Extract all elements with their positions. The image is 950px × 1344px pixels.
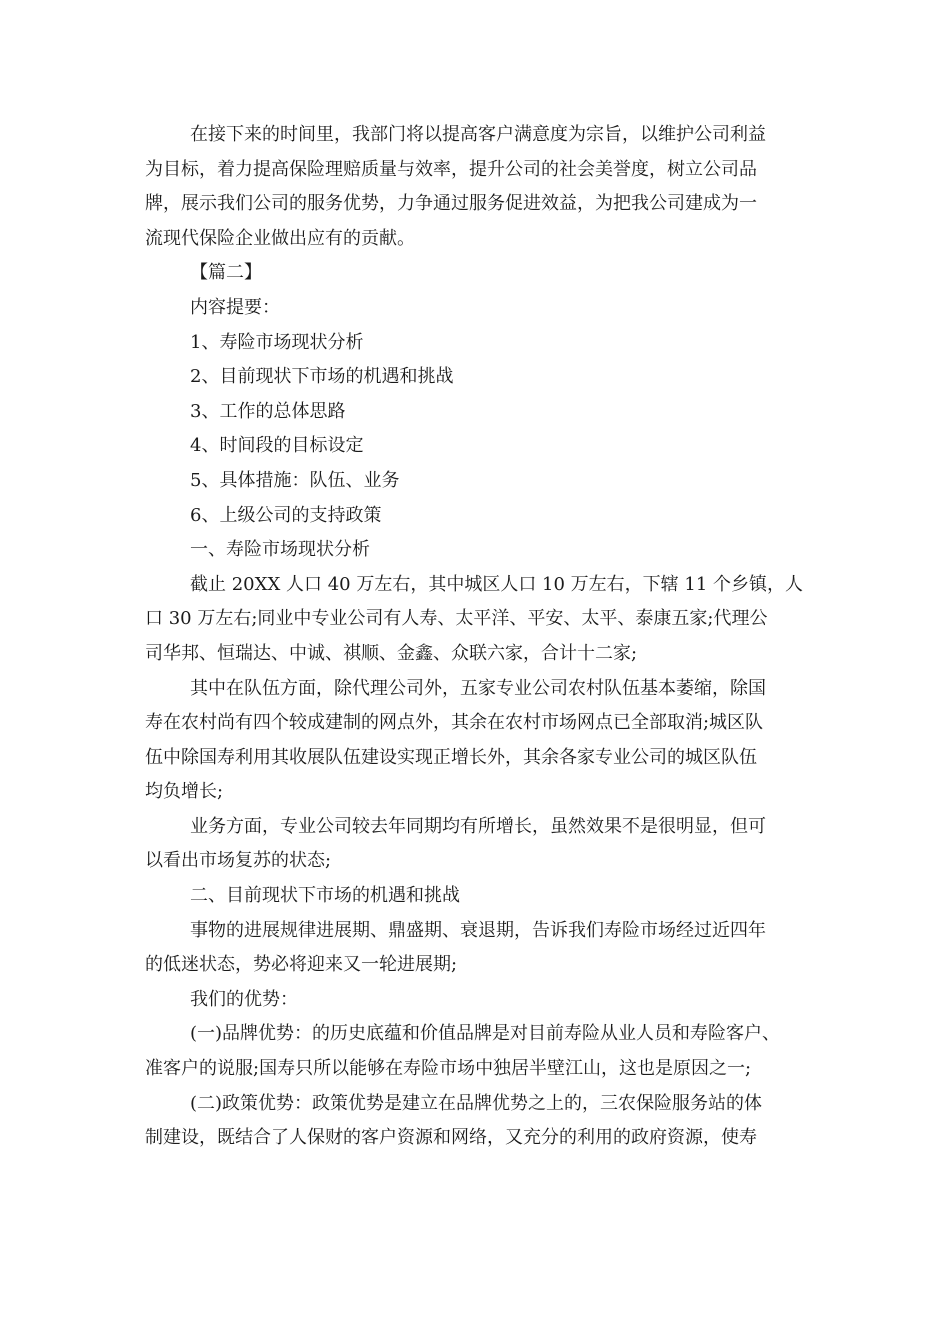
paragraph [145,1017,805,1086]
text-line: 5、具体措施：队伍、业务 [190,469,400,491]
text-line: 流现代保险企业做出应有的贡献。 [145,227,415,249]
text-line: 为目标，着力提高保险理赔质量与效率，提升公司的社会美誉度，树立公司品 [145,158,757,180]
text-line: 2、目前现状下市场的机遇和挑战 [190,366,454,388]
paragraph [145,810,805,879]
text-line: 在接下来的时间里，我部门将以提高客户满意度为宗旨，以维护公司利益 [190,124,766,145]
text-line: 制建设，既结合了人保财的客户资源和网络，又充分的利用的政府资源，使寿 [145,1127,757,1149]
text-line: 的低迷状态，势必将迎来又一轮进展期; [145,954,458,976]
text-line: 6、上级公司的支持政策 [190,504,382,526]
text-line: 1、寿险市场现状分析 [190,331,364,353]
text-line: (一)品牌优势：的历史底蕴和价值品牌是对目前寿险从业人员和寿险客户、 [190,1023,781,1045]
paragraph [145,983,805,1018]
text-line: 我们的优势： [190,988,298,1010]
paragraph [145,672,805,810]
text-line: 【篇二】 [190,262,262,284]
text-line: 寿在农村尚有四个较成建制的网点外，其余在农村市场网点已全部取消;城区队 [145,712,764,734]
paragraph [145,499,805,534]
text-line: 伍中除国寿利用其收展队伍建设实现正增长外，其余各家专业公司的城区队伍 [145,746,757,768]
text-line: 业务方面，专业公司较去年同期均有所增长，虽然效果不是很明显，但可 [190,815,766,837]
text-line: 3、工作的总体思路 [190,400,346,422]
text-line: (二)政策优势：政策优势是建立在品牌优势之上的，三农保险服务站的体 [190,1092,763,1114]
paragraph [145,568,805,672]
paragraph [145,429,805,464]
text-line: 截止 20XX 人口 40 万左右，其中城区人口 10 万左右，下辖 11 个乡镇，人 [190,573,804,595]
text-line: 口 30 万左右;同业中专业公司有人寿、太平洋、平安、太平、泰康五家;代理公 [145,608,768,630]
text-line: 事物的进展规律进展期、鼎盛期、衰退期，告诉我们寿险市场经过近四年 [190,919,766,941]
paragraph [145,256,805,291]
paragraph [145,360,805,395]
paragraph [145,326,805,361]
text-line: 准客户的说服;国寿只所以能够在寿险市场中独居半壁江山，这也是原因之一; [145,1058,752,1080]
paragraph [145,914,805,983]
text-line: 内容提要： [190,296,280,318]
text-line: 均负增长; [145,781,224,803]
text-line: 二、目前现状下市场的机遇和挑战 [190,885,460,907]
text-line: 以看出市场复苏的状态; [145,850,332,872]
paragraph [145,464,805,499]
paragraph [145,291,805,326]
text-line: 司华邦、恒瑞达、中诚、祺顺、金鑫、众联六家，合计十二家; [145,642,638,664]
paragraph [145,1087,805,1156]
paragraph [145,533,805,568]
text-line: 其中在队伍方面，除代理公司外，五家专业公司农村队伍基本萎缩，除国 [190,677,766,699]
paragraph [145,879,805,914]
document-body [145,118,805,1156]
paragraph [145,118,805,256]
paragraph [145,395,805,430]
text-line: 4、时间段的目标设定 [190,435,364,457]
text-line: 牌，展示我们公司的服务优势，力争通过服务促进效益，为把我公司建成为一 [145,193,757,215]
text-line: 一、寿险市场现状分析 [190,539,370,561]
